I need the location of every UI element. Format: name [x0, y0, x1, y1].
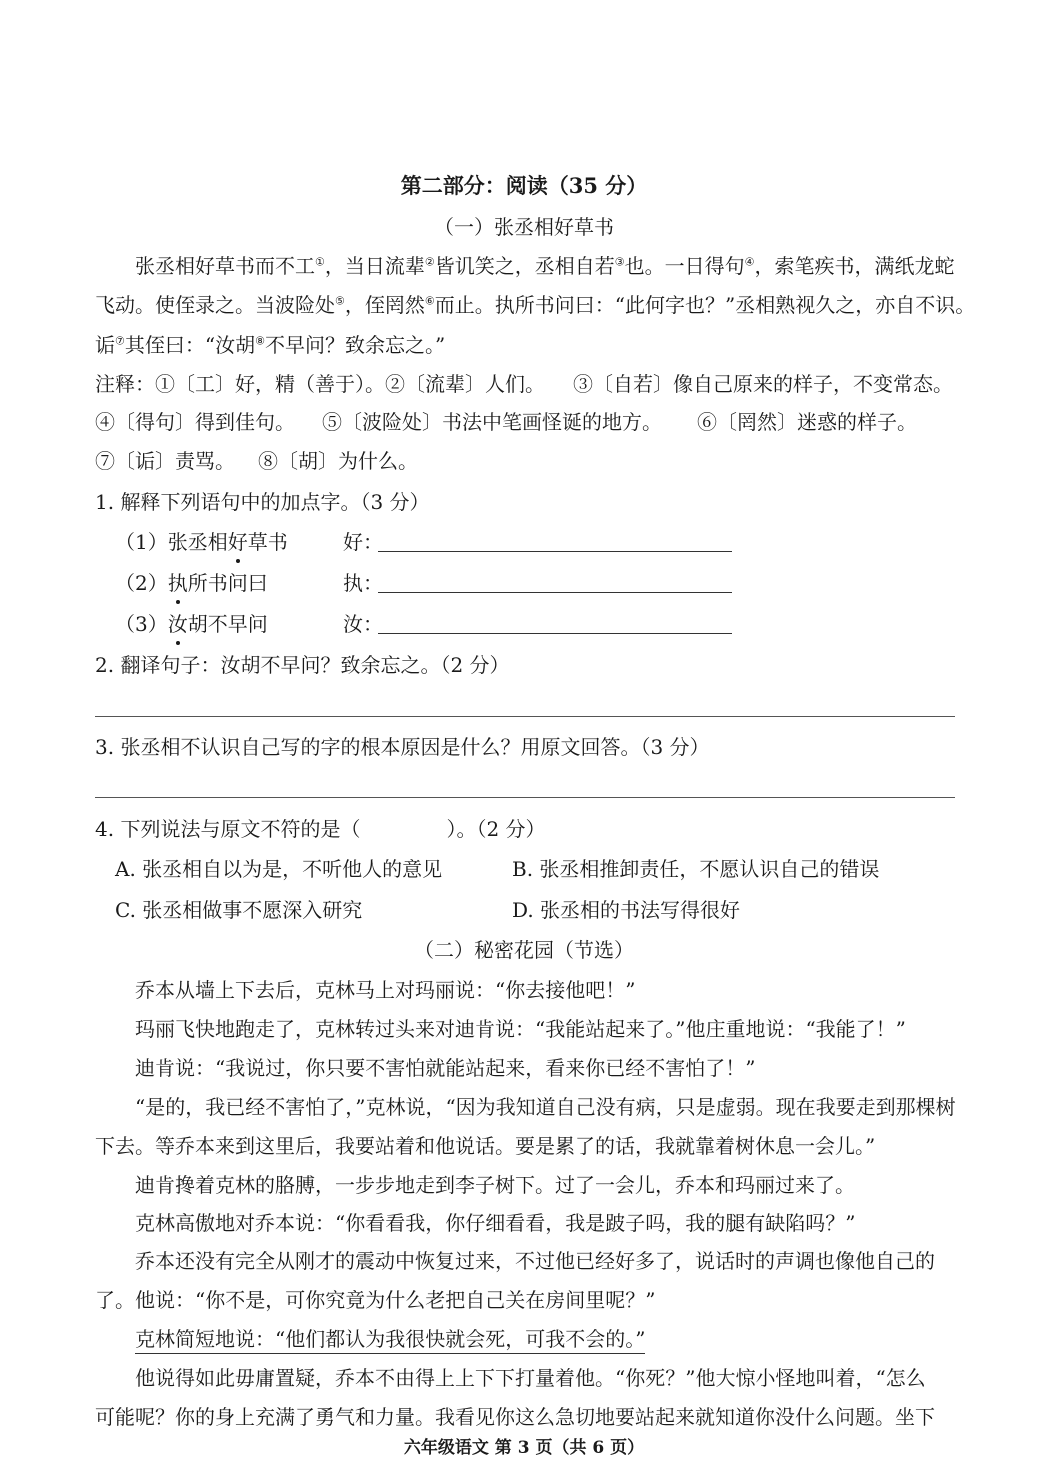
q4-option-d: D. 张丞相的书法写得很好	[512, 898, 741, 922]
note-1: 注释：①〔工〕好，精（善于）。	[95, 372, 385, 396]
note-4: ④〔得句〕得到佳句。	[95, 410, 295, 434]
page-footer: 六年级语文 第 3 页（共 6 页）	[403, 1438, 645, 1458]
passage1-line-1: 张丞相好草书而不工①，当日流辈②皆讥笑之，丞相自若③也。一日得句④，索笔疾书，满纸龙蛇	[135, 254, 955, 278]
passage2-title: （二）秘密花园（节选）	[414, 938, 634, 962]
q1-item-1-label: 好：	[343, 530, 383, 554]
passage2-line-1: 乔本从墙上下去后，克林马上对玛丽说：“你去接他吧！”	[135, 978, 636, 1002]
question-4: 4. 下列说法与原文不符的是（ ）。（2 分）	[95, 817, 546, 841]
passage1-title: （一）张丞相好草书	[434, 215, 614, 239]
passage2-line-4: “是的，我已经不害怕了，”克林说，“因为我知道自己没有病，只是虚弱。现在我要走到那棵树	[135, 1095, 956, 1119]
passage2-line-2: 玛丽飞快地跑走了，克林转过头来对迪肯说：“我能站起来了。”他庄重地说：“我能了！”	[135, 1017, 906, 1041]
q3-answer-line[interactable]	[95, 797, 955, 798]
note-3: ③〔自若〕像自己原来的样子，不变常态。	[573, 372, 953, 396]
passage2-line-6: 迪肯搀着克林的胳膊，一步步地走到李子树下。过了一会儿，乔本和玛丽过来了。	[135, 1173, 855, 1197]
passage2-line-7: 克林高傲地对乔本说：“你看看我，你仔细看看，我是跛子吗，我的腿有缺陷吗？”	[135, 1211, 856, 1235]
q4-option-a: A. 张丞相自以为是，不听他人的意见	[115, 857, 443, 881]
passage2-line-5: 下去。等乔本来到这里后，我要站着和他说话。要是累了的话，我就靠着树休息一会儿。”	[95, 1134, 876, 1158]
q1-item-3: （3）汝胡不早问	[115, 612, 268, 636]
q1-answer-line-3[interactable]	[378, 633, 732, 634]
underlined-sentence: 克林简短地说：“他们都认为我很快就会死，可我不会的。”	[135, 1327, 645, 1354]
q1-answer-line-2[interactable]	[378, 592, 732, 593]
passage1-line-2: 飞动。使侄录之。当波险处⑤，侄罔然⑥而止。执所书问曰：“此何字也？”丞相熟视久之，亦自不识。	[95, 293, 976, 317]
q1-item-2: （2）执所书问曰	[115, 571, 268, 595]
question-3: 3. 张丞相不认识自己写的字的根本原因是什么？用原文回答。（3 分）	[95, 735, 710, 759]
passage2-line-8: 乔本还没有完全从刚才的震动中恢复过来，不过他已经好多了，说话时的声调也像他自己的	[135, 1249, 935, 1273]
q1-answer-line-1[interactable]	[378, 551, 732, 552]
question-1: 1. 解释下列语句中的加点字。（3 分）	[95, 490, 430, 514]
q1-item-3-label: 汝：	[343, 612, 383, 636]
q1-item-1: （1）张丞相好草书	[115, 530, 288, 554]
passage2-line-11: 他说得如此毋庸置疑，乔本不由得上上下下打量着他。“你死？”他大惊小怪地叫着，“怎么	[135, 1366, 926, 1390]
q2-answer-line[interactable]	[95, 716, 955, 717]
note-8: ⑧〔胡〕为什么。	[258, 449, 418, 473]
note-6: ⑥〔罔然〕迷惑的样子。	[697, 410, 917, 434]
q4-option-c: C. 张丞相做事不愿深入研究	[115, 898, 363, 922]
passage1-line-3: 诟⑦其侄曰：“汝胡⑧不早问？致余忘之。”	[95, 333, 446, 357]
section-title: 第二部分：阅读（35 分）	[400, 173, 648, 198]
note-7: ⑦〔诟〕责骂。	[95, 449, 235, 473]
note-5: ⑤〔波险处〕书法中笔画怪诞的地方。	[322, 410, 662, 434]
passage2-line-9: 了。他说：“你不是，可你究竟为什么老把自己关在房间里呢？”	[95, 1288, 656, 1312]
passage2-line-10	[135, 1326, 965, 1352]
passage2-line-3: 迪肯说：“我说过，你只要不害怕就能站起来，看来你已经不害怕了！”	[135, 1056, 756, 1080]
passage2-line-12: 可能呢？你的身上充满了勇气和力量。我看见你这么急切地要站起来就知道你没什么问题。坐下	[95, 1405, 935, 1429]
question-2: 2. 翻译句子：汝胡不早问？致余忘之。（2 分）	[95, 653, 510, 677]
note-2: ②〔流辈〕人们。	[385, 372, 545, 396]
q4-option-b: B. 张丞相推卸责任，不愿认识自己的错误	[512, 857, 880, 881]
q1-item-2-label: 执：	[343, 571, 383, 595]
